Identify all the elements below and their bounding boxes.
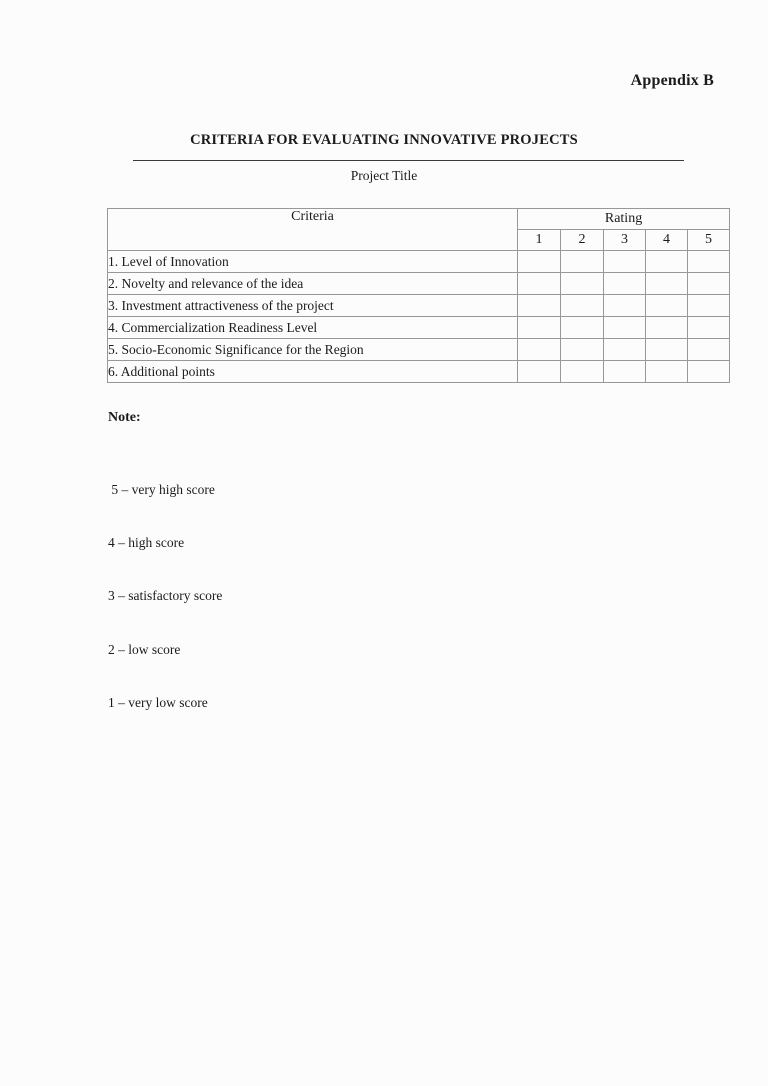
rating-scale-2: 2 — [561, 230, 604, 251]
rating-cell — [604, 295, 646, 317]
rating-cell — [561, 251, 604, 273]
rating-cell — [646, 361, 688, 383]
rating-cell — [561, 361, 604, 383]
criteria-column-header: Criteria — [108, 209, 518, 251]
table-row — [108, 361, 730, 383]
rating-cell — [688, 251, 730, 273]
document-title: CRITERIA FOR EVALUATING INNOVATIVE PROJECTS — [190, 132, 578, 148]
rating-column-header: Rating — [518, 209, 730, 230]
rating-scale-3: 3 — [604, 230, 646, 251]
rating-cell — [604, 251, 646, 273]
appendix-label: Appendix B — [630, 72, 714, 89]
criteria-label: 6. Additional points — [108, 361, 518, 383]
rating-cell — [518, 317, 561, 339]
rating-cell — [561, 339, 604, 361]
rating-cell — [646, 339, 688, 361]
rating-cell — [688, 317, 730, 339]
table-row — [108, 295, 730, 317]
note-legend — [108, 445, 222, 748]
rating-cell — [604, 339, 646, 361]
note-item: 3 – satisfactory score — [108, 588, 223, 604]
rating-cell — [646, 295, 688, 317]
criteria-label: 5. Socio-Economic Significance for the Region — [108, 339, 518, 361]
rating-cell — [688, 339, 730, 361]
table-row — [108, 273, 730, 295]
rating-cell — [604, 273, 646, 295]
rating-scale-4: 4 — [646, 230, 688, 251]
rating-cell — [518, 273, 561, 295]
rating-scale-5: 5 — [688, 230, 730, 251]
rating-cell — [646, 317, 688, 339]
project-title-line — [133, 160, 684, 161]
note-item: 1 – very low score — [108, 695, 208, 711]
rating-cell — [688, 361, 730, 383]
note-item: 5 – very high score — [108, 481, 215, 497]
table-row — [108, 317, 730, 339]
note-item: 2 – low score — [108, 641, 181, 657]
project-title-caption: Project Title — [350, 168, 418, 183]
rating-cell — [604, 317, 646, 339]
table-row — [108, 339, 730, 361]
rating-cell — [688, 273, 730, 295]
rating-scale-1: 1 — [518, 230, 561, 251]
criteria-label: 4. Commercialization Readiness Level — [108, 317, 518, 339]
rating-cell — [688, 295, 730, 317]
note-label: Note: — [108, 410, 141, 425]
rating-cell — [604, 361, 646, 383]
note-item: 4 – high score — [108, 534, 185, 550]
rating-cell — [561, 295, 604, 317]
rating-cell — [518, 339, 561, 361]
rating-cell — [646, 251, 688, 273]
criteria-label: 3. Investment attractiveness of the project — [108, 295, 518, 317]
criteria-label: 1. Level of Innovation — [108, 251, 518, 273]
rating-cell — [518, 361, 561, 383]
table-row — [108, 251, 730, 273]
rating-cell — [518, 295, 561, 317]
rating-cell — [561, 273, 604, 295]
rating-cell — [646, 273, 688, 295]
rating-cell — [561, 317, 604, 339]
criteria-table — [107, 208, 730, 383]
rating-cell — [518, 251, 561, 273]
criteria-label: 2. Novelty and relevance of the idea — [108, 273, 518, 295]
table-header-row-1 — [108, 209, 730, 230]
